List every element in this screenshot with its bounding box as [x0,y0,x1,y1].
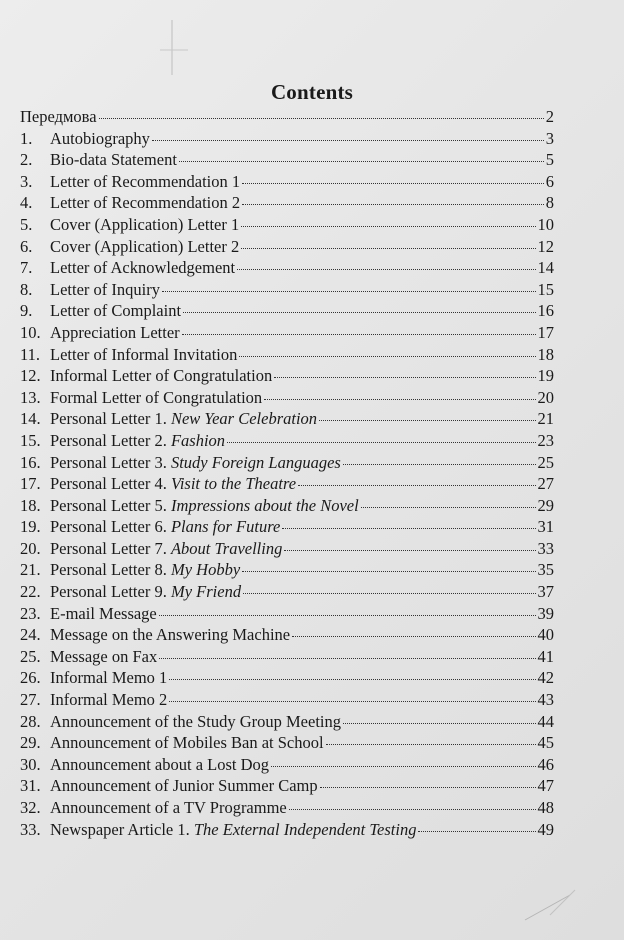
entry-title-text: Personal Letter 1. [50,409,171,429]
page-number: 27 [537,474,554,494]
entry-number: 31. [20,776,41,796]
dot-leader [418,830,535,832]
entry-number: 33. [20,819,41,839]
entry-title-text: Cover (Application) Letter 1 [50,214,240,234]
page-number: 25 [537,452,554,472]
dot-leader [264,398,535,400]
entry-title-text: Letter of Inquiry [50,279,160,299]
entry-title-text: Announcement of the Study Group Meeting [50,711,341,731]
entry-number: 12. [20,366,41,386]
dot-leader [298,484,535,486]
toc-entry [20,516,554,538]
page-number: 40 [537,625,554,645]
page-number: 29 [537,495,554,515]
entry-title [50,732,324,754]
page-number: 16 [537,301,554,321]
page-number: 17 [537,322,554,342]
toc-entry [20,344,554,366]
entry-subtitle: About Travelling [170,538,283,558]
entry-title [50,603,157,625]
entry-number: 1. [20,128,33,148]
entry-title-text: Cover (Application) Letter 2 [50,236,240,256]
entry-title [50,344,237,366]
dot-leader [271,765,535,767]
entry-title [50,128,150,150]
toc-entry [20,646,554,668]
toc-entry [20,538,554,560]
entry-title [50,559,240,581]
toc-entry [20,322,554,344]
dot-leader [326,743,536,745]
entry-number: 21. [20,560,41,580]
entry-number: 19. [20,517,41,537]
toc-entry [20,300,554,322]
page-number: 47 [537,776,554,796]
entry-title [50,581,241,603]
entry-title [50,495,359,517]
page-number: 31 [537,517,554,537]
entry-title [50,754,269,776]
toc-entry [20,452,554,474]
entry-number: 17. [20,474,41,494]
toc-entry [20,236,554,258]
toc-entry [20,387,554,409]
toc-entry [20,559,554,581]
toc-entry [20,711,554,733]
toc-entry [20,408,554,430]
entry-title [50,430,225,452]
page-number: 18 [537,344,554,364]
entry-number: 15. [20,430,41,450]
entry-title [50,171,240,193]
toc-entry [20,797,554,819]
entry-number: 22. [20,582,41,602]
entry-title-text: Announcement of Junior Summer Camp [50,776,318,796]
toc-entry [20,257,554,279]
dot-leader [241,225,535,227]
entry-title [50,452,341,474]
entry-title-text: Personal Letter 6. [50,517,171,537]
entry-title-text: Appreciation Letter [50,322,180,342]
entry-number: 20. [20,538,41,558]
dot-leader [319,419,535,421]
entry-title-text: Informal Letter of Congratulation [50,366,273,386]
entry-number: 7. [20,258,33,278]
dot-leader [320,786,536,788]
entry-number: 18. [20,495,41,515]
page-number: 43 [537,690,554,710]
page-number: 8 [545,193,554,213]
dot-leader [159,614,536,616]
dot-leader [227,441,535,443]
page-number: 39 [537,603,554,623]
entry-title-text: E-mail Message [50,603,157,623]
entry-title-text: Letter of Recommendation 2 [50,193,241,213]
toc-entry [20,279,554,301]
toc-entry [20,192,554,214]
entry-title [50,149,177,171]
dot-leader [241,247,535,249]
entry-number: 29. [20,733,41,753]
page-number: 15 [537,279,554,299]
toc-entry [20,819,554,841]
dot-leader [343,463,536,465]
dot-leader [99,117,544,119]
entry-number: 25. [20,646,41,666]
toc-entry [20,775,554,797]
toc-entry [20,624,554,646]
entry-title [50,775,318,797]
page-number: 20 [537,387,554,407]
toc-entry [20,495,554,517]
entry-number: 16. [20,452,41,472]
entry-number: 14. [20,409,41,429]
entry-title-text: Letter of Complaint [50,301,182,321]
entry-title-text: Personal Letter 9. [50,582,171,602]
toc-entry [20,106,554,128]
entry-title [50,819,416,841]
entry-number: 8. [20,279,33,299]
entry-title-text: Message on Fax [50,646,158,666]
entry-title [50,236,239,258]
dot-leader [162,290,536,292]
entry-title [50,279,160,301]
dot-leader [243,592,535,594]
dot-leader [292,635,535,637]
entry-title-text: Message on the Answering Machine [50,625,291,645]
toc-entry [20,603,554,625]
entry-number: 9. [20,301,33,321]
entry-title-text: Personal Letter 4. [50,474,171,494]
page-number: 12 [537,236,554,256]
entry-title [50,646,157,668]
entry-title [50,192,240,214]
toc-entry [20,689,554,711]
dot-leader [282,527,535,529]
toc-entry [20,149,554,171]
page-number: 45 [537,733,554,753]
dot-leader [169,700,535,702]
entry-number: 5. [20,214,33,234]
page-number: 49 [537,819,554,839]
page-number: 19 [537,366,554,386]
page-title: Contents [270,80,354,104]
entry-title [50,711,341,733]
entry-title [50,408,317,430]
entry-subtitle: Impressions about the Novel [170,495,359,515]
dot-leader [179,160,544,162]
page-number: 10 [537,214,554,234]
dot-leader [239,355,535,357]
entry-title-text: Informal Memo 1 [50,668,168,688]
toc-entry [20,171,554,193]
entry-title-text: Announcement about a Lost Dog [50,754,270,774]
page-number: 21 [537,409,554,429]
entry-title [50,322,180,344]
page-number: 3 [545,128,554,148]
toc-entry [20,667,554,689]
entry-number: 28. [20,711,41,731]
entry-title-text: Newspaper Article 1. [50,819,194,839]
entry-title [50,797,287,819]
page-number: 35 [537,560,554,580]
page-number: 37 [537,582,554,602]
entry-number: 32. [20,798,41,817]
entry-title [50,624,290,646]
entry-title [20,106,97,128]
entry-number: 27. [20,690,41,710]
entry-number: 3. [20,171,33,191]
entry-title-text: Personal Letter 5. [50,495,171,515]
dot-leader [182,333,536,335]
entry-number: 30. [20,754,41,774]
entry-title [50,365,272,387]
entry-title-text: Letter of Informal Invitation [50,344,238,364]
entry-number: 2. [20,150,33,170]
dot-leader [242,570,535,572]
entry-subtitle: Plans for Future [170,517,281,537]
dot-leader [274,376,535,378]
dot-leader [289,808,536,810]
page-number: 44 [537,711,554,731]
entry-number: 6. [20,236,33,256]
page-number: 42 [537,668,554,688]
entry-subtitle: New Year Celebration [170,409,318,429]
toc-entry [20,581,554,603]
page-number: 48 [537,798,554,817]
entry-subtitle: Study Foreign Languages [170,452,341,472]
entry-title-text: Announcement of Mobiles Ban at School [50,733,324,753]
entry-subtitle: Fashion [170,430,226,450]
page-number: 6 [545,171,554,191]
dot-leader [361,506,536,508]
entry-number: 26. [20,668,41,688]
entry-number: 4. [20,193,33,213]
entry-title-text: Personal Letter 8. [50,560,171,580]
entry-number: 10. [20,322,41,342]
entry-subtitle: My Hobby [170,560,241,580]
dot-leader [242,203,544,205]
page-number: 41 [537,646,554,666]
dot-leader [242,182,544,184]
entry-title [50,473,296,495]
scan-mark [160,20,190,80]
page-number: 46 [537,754,554,774]
entry-number: 24. [20,625,41,645]
entry-title [50,300,181,322]
dot-leader [237,268,535,270]
toc-entry [20,365,554,387]
toc-entry [20,214,554,236]
dot-leader [169,678,535,680]
entry-title [50,538,282,560]
page-number: 33 [537,538,554,558]
dot-leader [183,311,535,313]
entry-title-text: Autobiography [50,128,150,148]
entry-title-text: Formal Letter of Congratulation [50,387,263,407]
entry-title-text: Letter of Recommendation 1 [50,171,241,191]
entry-title-text: Personal Letter 2. [50,430,171,450]
entry-subtitle: The External Independent Testing [193,819,417,839]
entry-title [50,516,280,538]
dot-leader [159,657,535,659]
entry-number: 11. [20,344,41,364]
entry-title [50,387,262,409]
page-number: 23 [537,430,554,450]
entry-number: 13. [20,387,41,407]
entry-title-text: Personal Letter 7. [50,538,171,558]
table-of-contents [20,106,554,840]
page-number: 5 [545,150,554,170]
entry-title-text: Letter of Acknowledgement [50,258,236,278]
entry-title-text: Announcement of a TV Programme [50,798,287,817]
toc-entry [20,430,554,452]
entry-subtitle: My Friend [170,582,242,602]
dot-leader [343,722,536,724]
toc-entry [20,473,554,495]
entry-title-text: Personal Letter 3. [50,452,171,472]
entry-title-text: Bio-data Statement [50,150,177,170]
dot-leader [152,139,544,141]
scan-mark [520,885,580,925]
page-number: 14 [537,258,554,278]
entry-title-text: Informal Memo 2 [50,690,168,710]
page-number: 2 [545,107,554,126]
toc-entry [20,732,554,754]
toc-entry [20,754,554,776]
entry-title [50,214,239,236]
entry-subtitle: Visit to the Theatre [170,474,297,494]
entry-title [50,257,235,279]
entry-title-text: Передмова [20,107,97,126]
entry-title [50,667,167,689]
entry-number: 23. [20,603,41,623]
toc-entry [20,128,554,150]
entry-title [50,689,167,711]
dot-leader [284,549,535,551]
